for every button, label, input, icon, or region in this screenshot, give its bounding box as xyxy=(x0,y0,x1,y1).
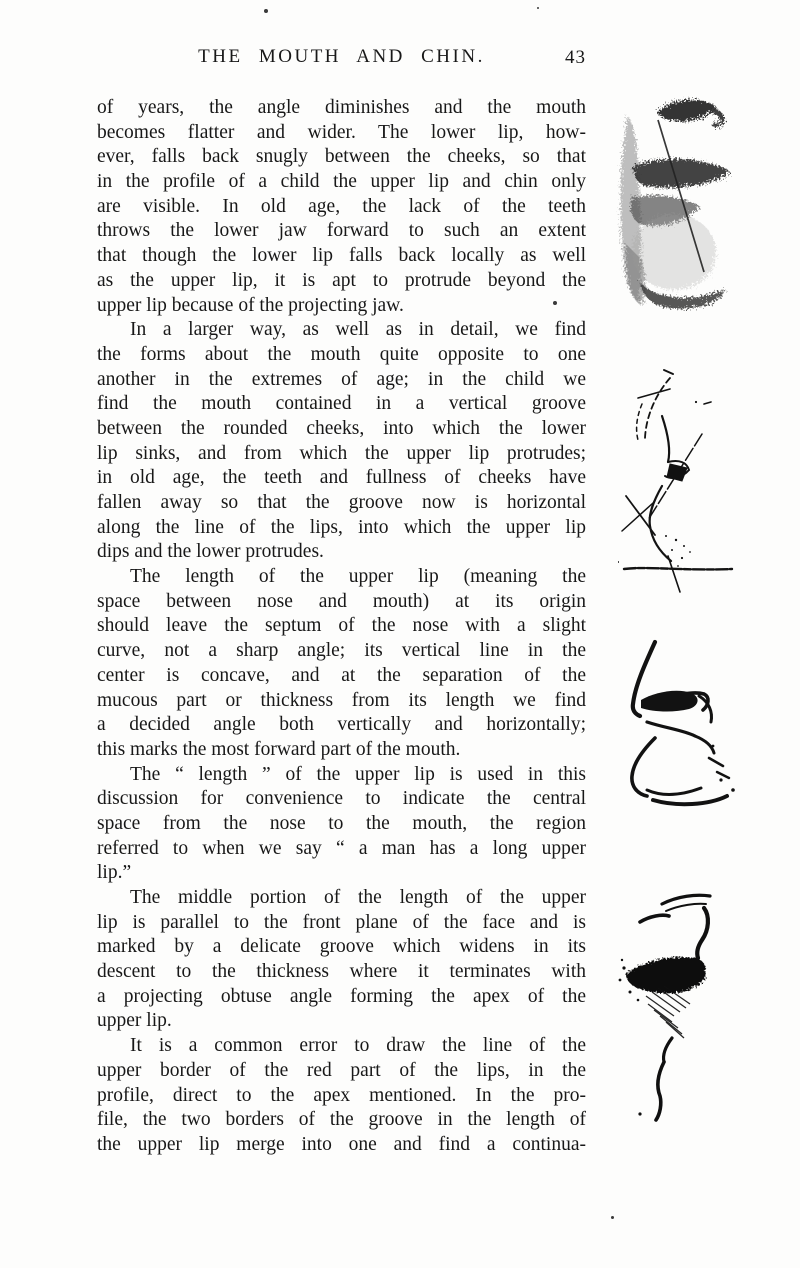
text-line: along the line of the lips, into which the upper lip xyxy=(97,516,586,538)
construction-line-sketch-image xyxy=(618,368,744,596)
page-number: 43 xyxy=(565,47,586,68)
paragraph xyxy=(97,565,586,763)
text-line: that though the lower lip falls back locally as well xyxy=(97,245,586,267)
text-line: ever, falls back snugly between the cheeks, so that xyxy=(97,146,586,168)
text-line: upper lip. xyxy=(97,1010,172,1032)
text-line: lip is parallel to the front plane of the face and is xyxy=(97,911,586,933)
text-line: curve, not a sharp angle; its vertical line in the xyxy=(97,640,586,662)
ink-speck xyxy=(553,301,557,305)
ink-speck xyxy=(611,1216,614,1219)
text-line: The “ length ” of the upper lip is used in this xyxy=(130,763,586,785)
chapter-title: THE MOUTH AND CHIN. xyxy=(198,46,485,67)
text-line: profile, direct to the apex mentioned. In the pro- xyxy=(97,1084,586,1106)
figure-nose-ink-sketch xyxy=(625,638,773,818)
ink-speck xyxy=(537,7,539,9)
body-text xyxy=(97,96,586,1158)
figure-construction-line-sketch xyxy=(618,368,744,596)
text-line: in the profile of a child the upper lip and chin only xyxy=(97,171,586,193)
text-line: space from the nose to the mouth, the region xyxy=(97,812,586,834)
text-line: a decided angle both vertically and horizontally; xyxy=(97,714,586,736)
ink-speck xyxy=(264,9,268,13)
text-line: dips and the lower protrudes. xyxy=(97,541,324,563)
text-line: this marks the most forward part of the mouth. xyxy=(97,738,461,760)
text-line: throws the lower jaw forward to such an extent xyxy=(97,220,586,242)
nose-ink-sketch-image xyxy=(625,638,773,818)
text-line: file, the two borders of the groove in the length of xyxy=(97,1109,586,1131)
text-line: between the rounded cheeks, into which the lower xyxy=(97,417,586,439)
child-profile-sketch-image xyxy=(612,94,752,312)
text-line: fallen away so that the groove now is horizontal xyxy=(97,492,586,513)
text-line: should leave the septum of the nose with a slight xyxy=(97,615,586,637)
text-line: the upper lip merge into one and find a continua- xyxy=(97,1133,586,1155)
text-line: mucous part or thickness from its length we find xyxy=(97,689,586,711)
text-line: marked by a delicate groove which widens in its xyxy=(97,936,586,958)
text-line: discussion for convenience to indicate the central xyxy=(97,788,586,810)
text-line: referred to when we say “ a man has a long upper xyxy=(97,837,586,859)
paragraph xyxy=(97,1034,586,1157)
paragraph xyxy=(97,886,586,1034)
text-line: center is concave, and at the separation of the xyxy=(97,664,586,686)
paragraph xyxy=(97,96,586,318)
text-line: lip sinks, and from which the upper lip protrudes; xyxy=(97,442,586,464)
text-line: The length of the upper lip (meaning the xyxy=(130,566,586,588)
figure-mouth-ink-sketch xyxy=(612,888,762,1138)
text-line: becomes flatter and wider. The lower lip, how- xyxy=(97,121,586,143)
paragraph xyxy=(97,763,586,886)
figure-child-profile-sketch xyxy=(612,94,752,312)
text-line: upper lip because of the projecting jaw. xyxy=(97,294,404,316)
text-line: In a larger way, as well as in detail, we find xyxy=(130,319,586,341)
text-line: a projecting obtuse angle forming the apex of the xyxy=(97,985,586,1007)
mouth-ink-sketch-image xyxy=(612,888,762,1138)
text-line: lip.” xyxy=(97,862,132,884)
text-line: as the upper lip, it is apt to protrude beyond the xyxy=(97,269,586,291)
text-line: of years, the angle diminishes and the mouth xyxy=(97,97,586,118)
text-line: upper border of the red part of the lips, in the xyxy=(97,1059,586,1081)
text-line: the forms about the mouth quite opposite to one xyxy=(97,343,586,365)
text-line: It is a common error to draw the line of the xyxy=(130,1035,586,1057)
text-line: another in the extremes of age; in the child we xyxy=(97,368,586,390)
text-line: find the mouth contained in a vertical groove xyxy=(97,393,586,415)
running-header xyxy=(97,46,586,72)
text-line: in old age, the teeth and fullness of cheeks have xyxy=(97,467,586,489)
text-line: The middle portion of the length of the upper xyxy=(130,887,586,908)
text-line: space between nose and mouth) at its origin xyxy=(97,590,586,612)
text-line: descent to the thickness where it terminates with xyxy=(97,961,586,983)
paragraph xyxy=(97,318,586,565)
text-line: are visible. In old age, the lack of the teeth xyxy=(97,195,586,217)
